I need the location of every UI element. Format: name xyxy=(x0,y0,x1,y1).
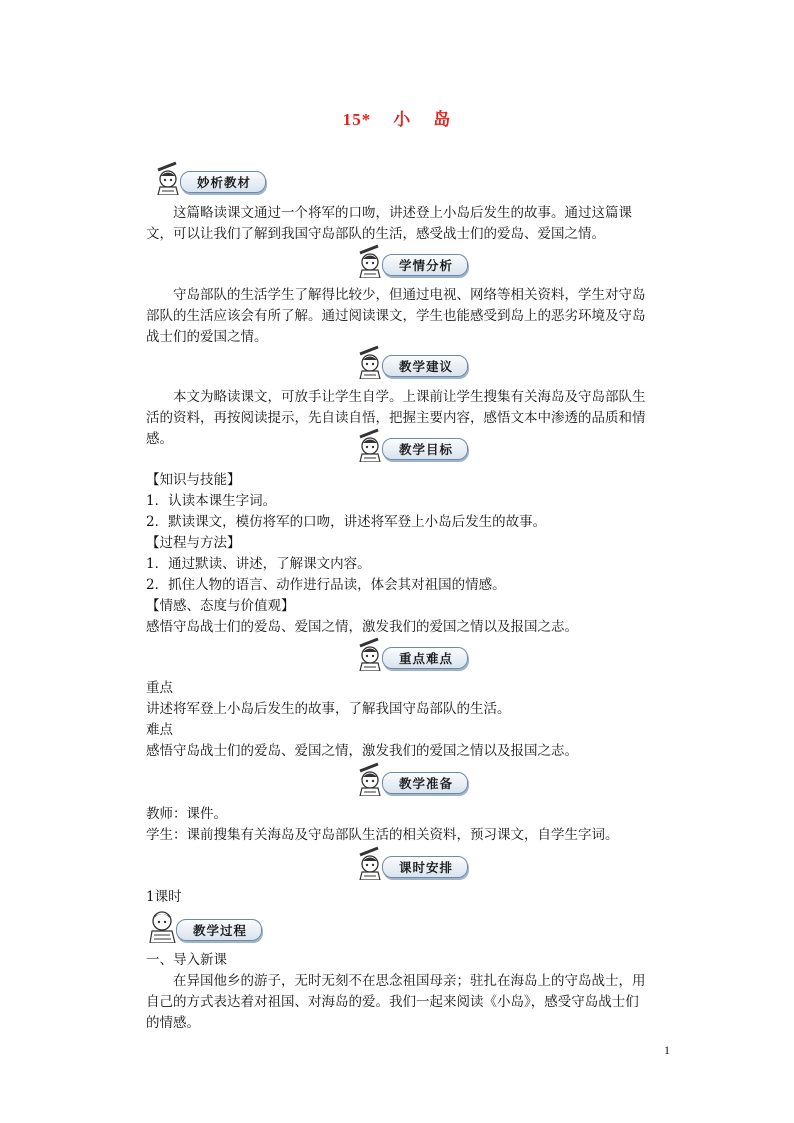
goals-line: 【知识与技能】 xyxy=(146,472,241,488)
student-pencil-icon xyxy=(354,846,388,880)
student-pencil-icon xyxy=(152,161,186,195)
goals-body xyxy=(146,470,652,638)
student-pencil-icon xyxy=(354,637,388,671)
student-pencil-icon xyxy=(354,244,388,278)
section-badge-keypoints xyxy=(354,641,468,671)
lesson-number: 15* xyxy=(342,110,372,129)
section-label: 重点难点 xyxy=(382,647,468,669)
learner-body xyxy=(146,285,652,348)
preparation-line: 教师：课件。 xyxy=(146,806,227,822)
process-body xyxy=(146,950,652,1034)
keypoints-line: 重点 xyxy=(146,680,173,696)
lesson-title xyxy=(0,105,794,130)
section-label: 课时安排 xyxy=(382,856,468,878)
keypoints-line: 难点 xyxy=(146,722,173,738)
schedule-line: 1课时 xyxy=(146,889,182,905)
student-pencil-icon xyxy=(354,428,388,462)
process-paragraph: 在异国他乡的游子，无时无刻不在思念祖国母亲；驻扎在海岛上的守岛战士，用自己的方式表达着对祖国、对海岛的爱。我们一起来阅读《小岛》，感受守岛战士们的情感。 xyxy=(146,973,646,1031)
section-badge-analysis xyxy=(152,165,266,195)
section-badge-schedule xyxy=(354,850,468,880)
section-label: 教学过程 xyxy=(176,919,262,941)
section-label: 学情分析 xyxy=(382,254,468,276)
section-badge-preparation xyxy=(354,766,468,796)
section-badge-process xyxy=(148,913,262,943)
suggestion-paragraph: 本文为略读课文，可放手让学生自学。上课前让学生搜集有关海岛及守岛部队生活的资料，再按阅读提示，先自读自悟，把握主要内容，感悟文本中渗透的品质和情感。 xyxy=(146,389,646,447)
section-badge-learner xyxy=(354,248,468,278)
goals-line: 2．默读课文，模仿将军的口吻，讲述将军登上小岛后发生的故事。 xyxy=(146,514,547,530)
preparation-line: 学生：课前搜集有关海岛及守岛部队生活的相关资料，预习课文，自学生字词。 xyxy=(146,827,619,843)
learner-paragraph: 守岛部队的生活学生了解得比较少，但通过电视、网络等相关资料，学生对守岛部队的生活应该会有所了解。通过阅读课文，学生也能感受到岛上的恶劣环境及守岛战士们的爱国之情。 xyxy=(146,287,646,345)
schedule-body xyxy=(146,887,652,908)
analysis-body xyxy=(146,203,652,245)
section-badge-suggestion xyxy=(354,349,468,379)
page-number: 1 xyxy=(664,1043,670,1057)
goals-line: 【过程与方法】 xyxy=(146,535,241,551)
goals-line: 2．抓住人物的语言、动作进行品读，体会其对祖国的情感。 xyxy=(146,577,506,593)
analysis-paragraph: 这篇略读课文通过一个将军的口吻，讲述登上小岛后发生的故事。通过这篇课文，可以让我们了解到我国守岛部队的生活，感受战士们的爱岛、爱国之情。 xyxy=(146,205,632,242)
student-pencil-icon xyxy=(354,762,388,796)
lesson-title-char-2: 岛 xyxy=(433,110,452,130)
section-label: 教学准备 xyxy=(382,772,468,794)
preparation-body xyxy=(146,804,652,846)
keypoints-body xyxy=(146,678,652,762)
keypoints-line: 讲述将军登上小岛后发生的故事，了解我国守岛部队的生活。 xyxy=(146,701,511,717)
section-label: 教学目标 xyxy=(382,438,468,460)
goals-line: 感悟守岛战士们的爱岛、爱国之情，激发我们的爱国之情以及报国之志。 xyxy=(146,619,578,635)
section-label: 妙析教材 xyxy=(180,171,266,193)
student-thinking-icon xyxy=(148,909,182,943)
student-pencil-icon xyxy=(354,345,388,379)
goals-line: 【情感、态度与价值观】 xyxy=(146,598,295,614)
section-badge-goals xyxy=(354,432,468,462)
goals-line: 1．通过默读、讲述，了解课文内容。 xyxy=(146,556,371,572)
section-label: 教学建议 xyxy=(382,355,468,377)
keypoints-line: 感悟守岛战士们的爱岛、爱国之情，激发我们的爱国之情以及报国之志。 xyxy=(146,743,578,759)
lesson-title-char-1: 小 xyxy=(393,110,412,130)
process-heading: 一、导入新课 xyxy=(146,952,227,968)
goals-line: 1．认读本课生字词。 xyxy=(146,493,277,509)
